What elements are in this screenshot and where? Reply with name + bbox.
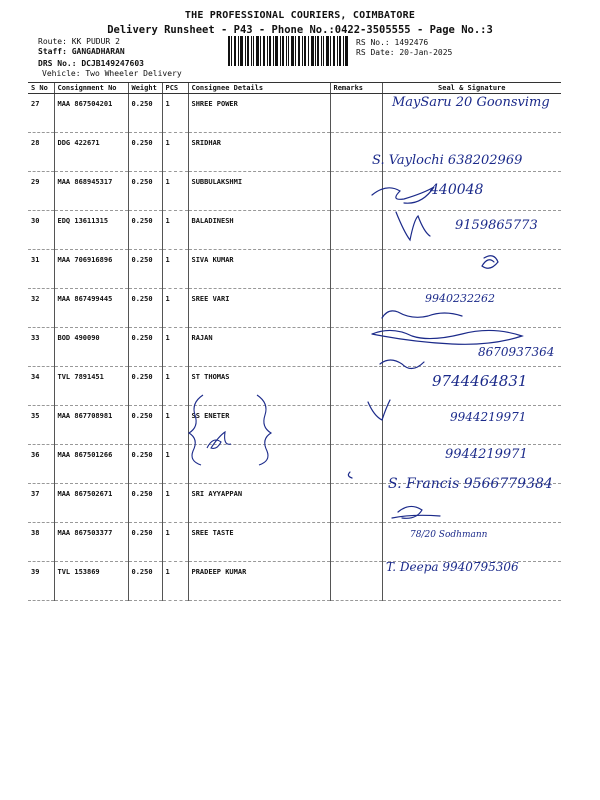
- route-label: Route: KK PUDUR 2: [38, 37, 120, 46]
- signature-row-35: 9944219971: [450, 410, 527, 424]
- col-header-pcs: PCS: [162, 83, 188, 94]
- cell-consignee: RAJAN: [188, 328, 330, 367]
- vehicle-label: Vehicle: Two Wheeler Delivery: [42, 69, 182, 78]
- signature-row-37: S. Francis 9566779384: [388, 476, 553, 492]
- cell-consignment: BOD 490090: [54, 328, 128, 367]
- cell-consignee: SUBBULAKSHMI: [188, 172, 330, 211]
- signature-row-36: 9944219971: [445, 447, 528, 462]
- cell-sno: 30: [28, 211, 54, 250]
- cell-consignee: PRADEEP KUMAR: [188, 562, 330, 601]
- cell-consignment: MAA 867708981: [54, 406, 128, 445]
- cell-weight: 0.250: [128, 484, 162, 523]
- cell-consignee: SS ENETER: [188, 406, 330, 445]
- cell-consignee: SREE TASTE: [188, 523, 330, 562]
- hand-drawn-brace: [185, 390, 280, 470]
- cell-pcs: 1: [162, 289, 188, 328]
- col-header-sno: S No: [28, 83, 54, 94]
- col-header-weight: Weight: [128, 83, 162, 94]
- cell-pcs: 1: [162, 172, 188, 211]
- drs-number: DRS No.: DCJB149247603: [38, 59, 144, 68]
- col-header-remarks: Remarks: [330, 83, 382, 94]
- cell-consignment: MAA 706916896: [54, 250, 128, 289]
- cell-sno: 33: [28, 328, 54, 367]
- col-header-consignment: Consignment No: [54, 83, 128, 94]
- signature-row-30: 9159865773: [455, 218, 538, 233]
- cell-sno: 31: [28, 250, 54, 289]
- cell-sno: 29: [28, 172, 54, 211]
- signature-row-27: MaySaru 20 Goonsvimg: [392, 95, 550, 110]
- cell-consignment: MAA 867499445: [54, 289, 128, 328]
- cell-consignment: MAA 868945317: [54, 172, 128, 211]
- runsheet-subtitle: Delivery Runsheet - P43 - Phone No.:0422-3505555 - Page No.:3: [107, 24, 493, 36]
- signature-row-39: T. Deepa 9940795306: [386, 560, 519, 574]
- cell-consignment: TVL 153869: [54, 562, 128, 601]
- cell-pcs: 1: [162, 562, 188, 601]
- cell-consignment: DDG 422671: [54, 133, 128, 172]
- cell-sno: 37: [28, 484, 54, 523]
- cell-consignment: MAA 867504201: [54, 94, 128, 133]
- col-header-consignee: Consignee Details: [188, 83, 330, 94]
- cell-sno: 27: [28, 94, 54, 133]
- cell-consignment: MAA 867503377: [54, 523, 128, 562]
- cell-consignee: BALADINESH: [188, 211, 330, 250]
- cell-weight: 0.250: [128, 523, 162, 562]
- signature-row-34: 9744464831: [432, 372, 528, 390]
- cell-pcs: 1: [162, 367, 188, 406]
- cell-weight: 0.250: [128, 94, 162, 133]
- cell-consignee: SIVA KUMAR: [188, 250, 330, 289]
- cell-weight: 0.250: [128, 211, 162, 250]
- rs-number: RS No.: 1492476: [356, 38, 429, 47]
- cell-sno: 39: [28, 562, 54, 601]
- cell-consignment: TVL 7891451: [54, 367, 128, 406]
- cell-consignment: EDQ 13611315: [54, 211, 128, 250]
- cell-weight: 0.250: [128, 562, 162, 601]
- signature-row-28: S. Vaylochi 638202969: [372, 153, 523, 168]
- cell-pcs: 1: [162, 211, 188, 250]
- cell-pcs: 1: [162, 523, 188, 562]
- cell-sno: 35: [28, 406, 54, 445]
- cell-sno: 36: [28, 445, 54, 484]
- cell-weight: 0.250: [128, 172, 162, 211]
- cell-weight: 0.250: [128, 406, 162, 445]
- cell-consignee: SRI AYYAPPAN: [188, 484, 330, 523]
- cell-consignment: MAA 867501266: [54, 445, 128, 484]
- cell-consignee: SHREE POWER: [188, 94, 330, 133]
- cell-weight: 0.250: [128, 289, 162, 328]
- cell-consignee: SREE VARI: [188, 289, 330, 328]
- col-header-signature: Seal & Signature: [382, 83, 561, 94]
- cell-consignee: SRIDHAR: [188, 133, 330, 172]
- signature-row-32: 9940232262: [425, 292, 495, 305]
- staff-label: Staff: GANGADHARAN: [38, 47, 125, 56]
- cell-sno: 38: [28, 523, 54, 562]
- cell-sno: 34: [28, 367, 54, 406]
- cell-sno: 32: [28, 289, 54, 328]
- company-title: THE PROFESSIONAL COURIERS, COIMBATORE: [184, 10, 416, 21]
- signature-row-33: 8670937364: [478, 345, 555, 359]
- signature-row-29: 440048: [430, 182, 484, 198]
- cell-weight: 0.250: [128, 445, 162, 484]
- cell-pcs: 1: [162, 250, 188, 289]
- rs-date: RS Date: 20-Jan-2025: [356, 48, 453, 57]
- cell-pcs: 1: [162, 445, 188, 484]
- cell-pcs: 1: [162, 406, 188, 445]
- cell-pcs: 1: [162, 328, 188, 367]
- signature-row-38: 78/20 Sodhmann: [410, 530, 488, 540]
- cell-sno: 28: [28, 133, 54, 172]
- cell-pcs: 1: [162, 484, 188, 523]
- cell-consignment: MAA 867502671: [54, 484, 128, 523]
- cell-pcs: 1: [162, 133, 188, 172]
- cell-weight: 0.250: [128, 133, 162, 172]
- cell-weight: 0.250: [128, 367, 162, 406]
- cell-pcs: 1: [162, 94, 188, 133]
- cell-weight: 0.250: [128, 250, 162, 289]
- cell-consignee: ST THOMAS: [188, 367, 330, 406]
- cell-weight: 0.250: [128, 328, 162, 367]
